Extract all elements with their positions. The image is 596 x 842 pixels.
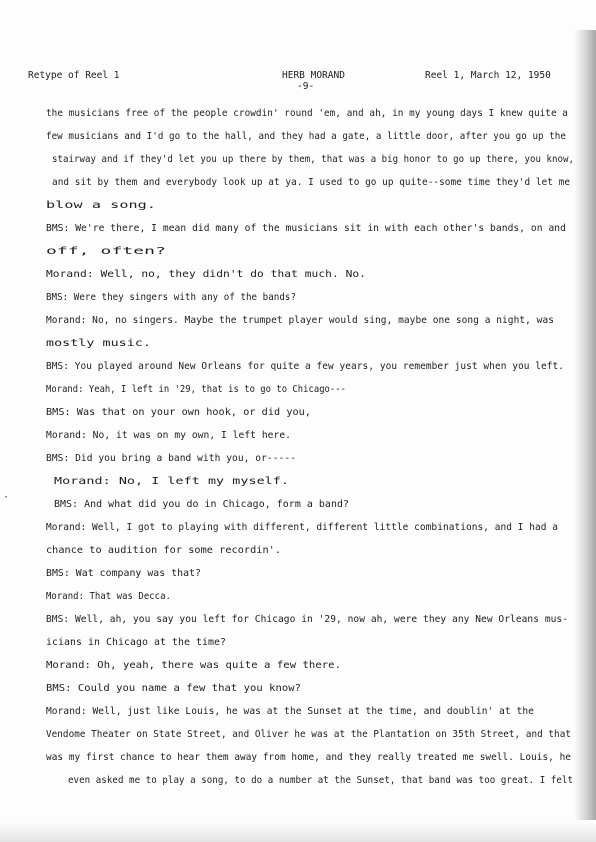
transcript-line: BMS: And what did you do in Chicago, form a band? [54, 499, 350, 510]
transcript-line: Morand: Well, no, they didn't do that much. No. [46, 269, 366, 280]
page-number: -9- [297, 81, 315, 92]
margin-mark: · [3, 492, 10, 503]
transcript-line: BMS: Were they singers with any of the bands? [46, 292, 297, 303]
transcript-line: Morand: Well, I got to playing with different, different little combinations, and I had a [46, 522, 559, 533]
transcript-line: BMS: Was that on your own hook, or did you, [46, 407, 311, 418]
transcript-line: stairway and if they'd let you up there by them, that was a big honor to go up there, you know, [52, 154, 574, 165]
transcript-line: BMS: Well, ah, you say you left for Chicago in '29, now ah, were they any New Orleans mus- [46, 614, 569, 625]
transcript-line: few musicians and I'd go to the hall, and they had a gate, a little door, after you go up the [46, 131, 567, 142]
transcript-line: BMS: Did you bring a band with you, or----- [46, 453, 297, 464]
page-bottom-shadow [0, 822, 596, 842]
transcript-line: BMS: We're there, I mean did many of the musicians sit in with each other's bands, on and [46, 223, 566, 234]
transcript-line: Morand: No, I left my myself. [54, 476, 289, 487]
transcript-line: Vendome Theater on State Street, and Oliver he was at the Plantation on 35th Street, and that [46, 729, 571, 740]
transcript-line: BMS: Wat company was that? [46, 568, 202, 579]
transcript-line: Morand: That was Decca. [46, 591, 171, 602]
transcript-line: blow a song. [46, 200, 157, 211]
transcript-line: off, often? [46, 246, 167, 257]
transcript-line: Morand: Yeah, I left in '29, that is to go to Chicago--- [46, 384, 346, 395]
header-retype-label: Retype of Reel 1 [28, 70, 120, 81]
transcript-line: Morand: No, it was on my own, I left here. [46, 430, 291, 441]
transcript-line: and sit by them and everybody look up at ya. I used to go up quite--some time they'd let me [52, 177, 571, 188]
transcript-line: Morand: Oh, yeah, there was quite a few there. [46, 660, 342, 671]
transcript-line: Morand: Well, just like Louis, he was at the Sunset at the time, and doublin' at the [46, 706, 534, 717]
transcript-line: was my first chance to hear them away from home, and they really treated me swell. Louis, he [46, 752, 572, 763]
page-edge-shadow [574, 30, 596, 820]
header-reel-date: Reel 1, March 12, 1950 [425, 70, 551, 81]
transcript-line: BMS: Could you name a few that you know? [46, 683, 302, 694]
transcript-line: even asked me to play a song, to do a number at the Sunset, that band was too great. I felt [68, 775, 574, 786]
transcript-line: mostly music. [46, 338, 152, 349]
header-interviewee-name: HERB MORAND [282, 70, 345, 81]
transcript-line: the musicians free of the people crowdin' round 'em, and ah, in my young days I knew quite a [46, 108, 568, 119]
transcript-line: icians in Chicago at the time? [46, 637, 226, 648]
transcript-line: chance to audition for some recordin'. [46, 545, 282, 556]
transcript-line: BMS: You played around New Orleans for quite a few years, you remember just when you left. [46, 361, 565, 372]
transcript-line: Morand: No, no singers. Maybe the trumpet player would sing, maybe one song a night, was [46, 315, 554, 326]
